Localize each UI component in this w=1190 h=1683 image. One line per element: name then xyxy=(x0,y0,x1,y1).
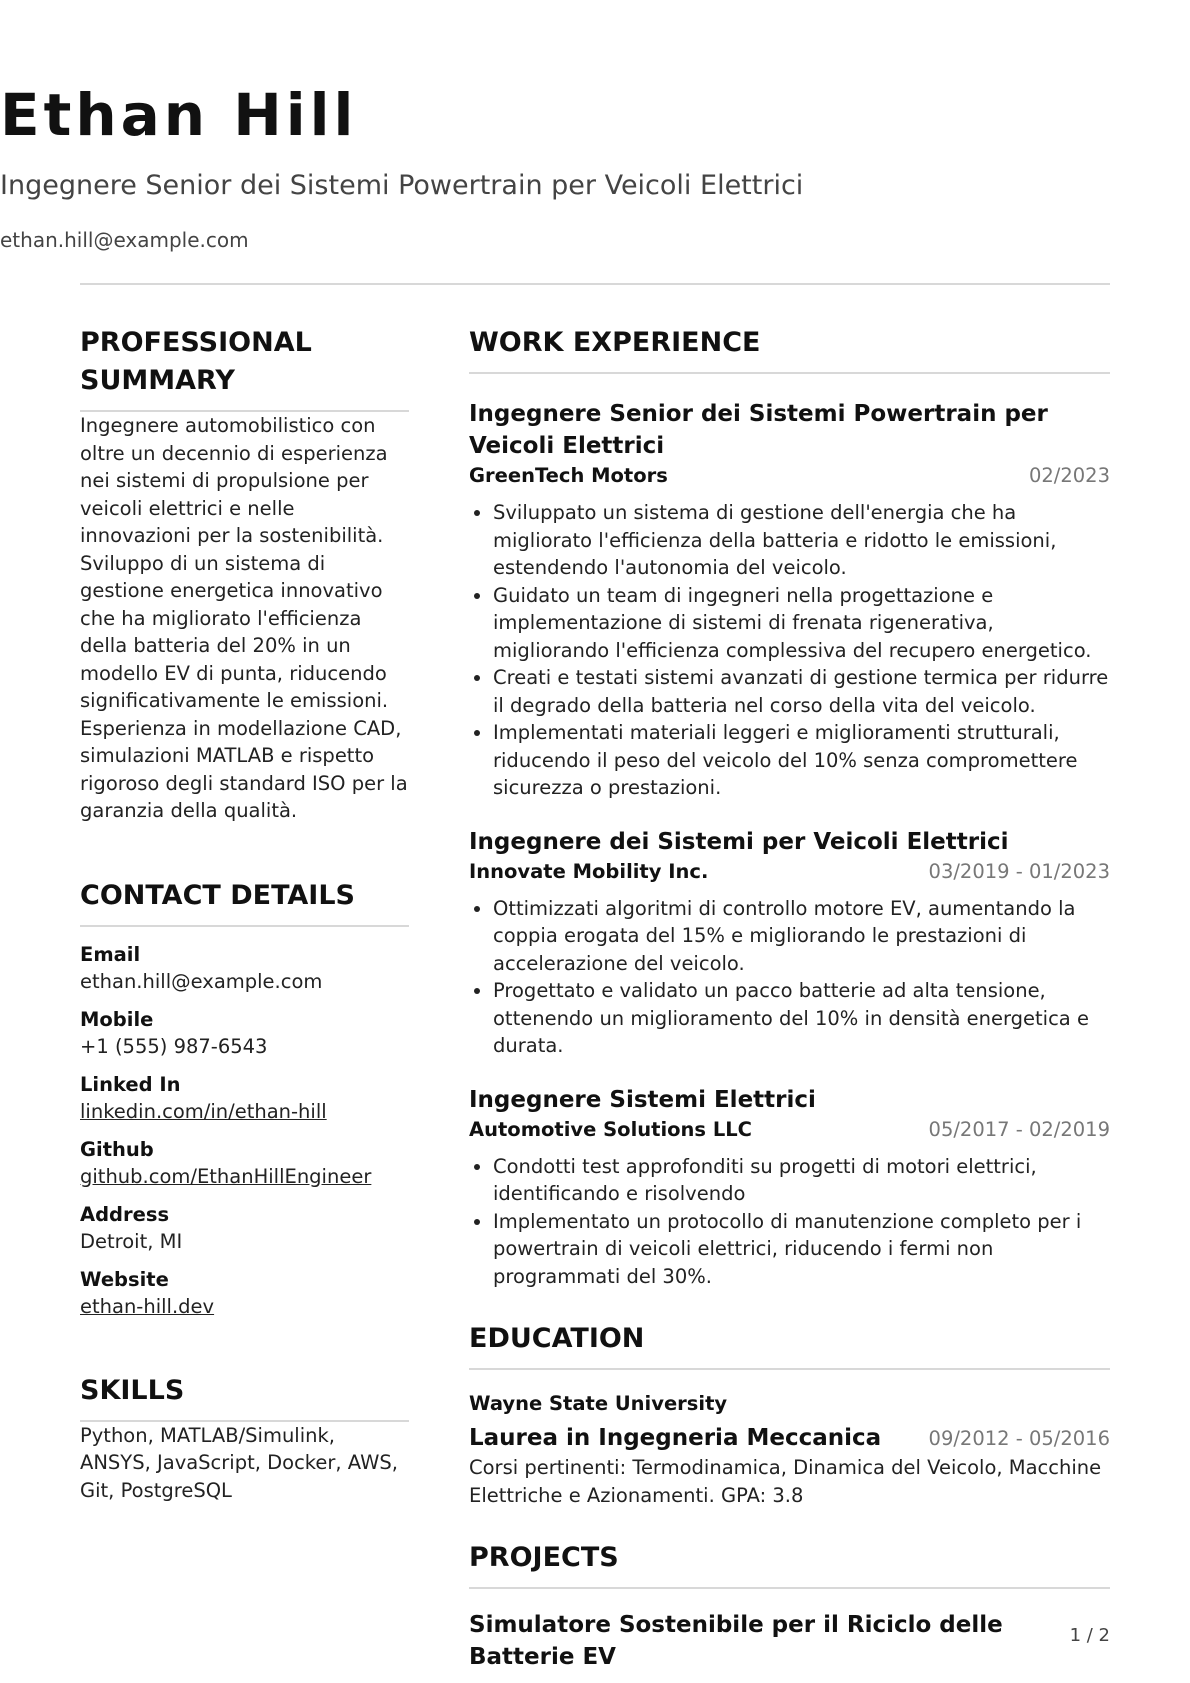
work-section xyxy=(469,324,1110,1290)
contact-value-address: Detroit, MI xyxy=(80,1229,183,1253)
job-title: Ingegnere Senior dei Sistemi Powertrain per Veicoli Elettrici xyxy=(0,170,804,201)
contact-label-linkedin: Linked In xyxy=(80,1072,181,1096)
section-divider xyxy=(80,925,409,927)
job-entry-company: Automotive Solutions LLC xyxy=(469,1117,752,1141)
summary-heading: PROFESSIONAL SUMMARY xyxy=(80,327,312,396)
contact-list xyxy=(80,941,409,1320)
candidate-name: Ethan Hill xyxy=(0,81,358,149)
contact-label-website: Website xyxy=(80,1267,169,1291)
work-heading: WORK EXPERIENCE xyxy=(469,327,761,358)
project-title: Simulatore Sostenibile per il Riciclo delle Batterie EV xyxy=(469,1612,1003,1670)
header-email: ethan.hill@example.com xyxy=(0,228,249,252)
job-entry-company: GreenTech Motors xyxy=(469,464,668,487)
contact-label-address: Address xyxy=(80,1202,170,1226)
contact-section xyxy=(80,877,409,1320)
education-row xyxy=(469,1422,1110,1454)
job-entry-meta xyxy=(469,1116,1110,1144)
list-item: • Implementati materiali leggeri e miglioramenti strutturali, riducendo il peso del veicolo del 10% senza compromettere sicurezza o prestazioni. xyxy=(493,719,1110,802)
job-entry-bullets xyxy=(469,499,1110,802)
right-column xyxy=(469,324,1110,1673)
job-entry-date: 03/2019 - 01/2023 xyxy=(928,859,1110,883)
summary-section xyxy=(80,324,409,825)
contact-value-email: ethan.hill@example.com xyxy=(80,969,323,993)
list-item: • Implementato un protocollo di manutenzione completo per i powertrain di veicoli elettrici, riducendo i fermi non programmati del 30%. xyxy=(493,1208,1110,1291)
website-link[interactable]: ethan-hill.dev xyxy=(80,1294,215,1318)
list-item: • Progettato e validato un pacco batterie ad alta tensione, ottenendo un miglioramento del 10% in densità energetica e durata. xyxy=(493,977,1110,1060)
list-item: • Condotti test approfonditi su progetti di motori elettrici, identificando e risolvendo xyxy=(493,1153,1110,1208)
projects-section xyxy=(469,1539,1110,1673)
education-degree: Laurea in Ingegneria Meccanica xyxy=(469,1425,882,1451)
github-link[interactable]: github.com/EthanHillEngineer xyxy=(80,1164,372,1188)
skills-text: Python, MATLAB/Simulink, ANSYS, JavaScript, Docker, AWS, Git, PostgreSQL xyxy=(80,1423,398,1502)
list-item: • Guidato un team di ingegneri nella progettazione e implementazione di sistemi di frenata rigenerativa, migliorando l'efficienza complessiva del recupero energetico. xyxy=(493,582,1110,665)
list-item: • Creati e testati sistemi avanzati di gestione termica per ridurre il degrado della batteria nel corso della vita del veicolo. xyxy=(493,664,1110,719)
skills-heading: SKILLS xyxy=(80,1374,185,1406)
list-item: • Ottimizzati algoritmi di controllo motore EV, aumentando la coppia erogata del 15% e migliorando le prestazioni di accelerazione del veicolo. xyxy=(493,895,1110,978)
job-entry-meta xyxy=(469,462,1110,490)
header-divider xyxy=(80,283,1110,285)
skills-section xyxy=(80,1372,409,1505)
list-item: • Sviluppato un sistema di gestione dell'energia che ha migliorato l'efficienza della batteria e ridotto le emissioni, estendendo l'autonomia del veicolo. xyxy=(493,499,1110,582)
job-entry-date: 02/2023 xyxy=(1028,464,1110,487)
section-divider xyxy=(469,1587,1110,1589)
job-entry-bullets xyxy=(469,895,1110,1060)
job-entry xyxy=(469,1084,1110,1291)
contact-label-github: Github xyxy=(80,1137,154,1161)
education-date: 09/2012 - 05/2016 xyxy=(928,1427,1110,1450)
job-entry xyxy=(469,398,1110,802)
summary-text: Ingegnere automobilistico con oltre un decennio di esperienza nei sistemi di propulsione per veicoli elettrici e nelle innovazioni per la sostenibilità. Sviluppo di un sistema di gestione energetica innovativo che ha migliorato l'efficienza della batteria del 20% in un modello EV di punta, riducendo significativamente le emissioni. Esperienza in modellazione CAD, simulazioni MATLAB e rispetto rigoroso degli standard ISO per la garanzia della qualità. xyxy=(80,414,408,822)
contact-label-mobile: Mobile xyxy=(80,1007,154,1031)
contact-value-mobile: +1 (555) 987-6543 xyxy=(80,1034,268,1058)
section-divider xyxy=(469,1368,1110,1370)
education-section xyxy=(469,1320,1110,1509)
contact-heading: CONTACT DETAILS xyxy=(80,879,355,911)
section-divider xyxy=(469,372,1110,374)
page-number: 1 / 2 xyxy=(1069,1625,1110,1646)
linkedin-link[interactable]: linkedin.com/in/ethan-hill xyxy=(80,1099,327,1123)
education-school: Wayne State University xyxy=(469,1392,728,1415)
job-entry xyxy=(469,826,1110,1060)
contact-label-email: Email xyxy=(80,942,141,966)
job-entry-title: Ingegnere Sistemi Elettrici xyxy=(469,1086,816,1113)
education-heading: EDUCATION xyxy=(469,1323,645,1354)
education-description: Corsi pertinenti: Termodinamica, Dinamica del Veicolo, Macchine Elettriche e Azionamenti. GPA: 3.8 xyxy=(469,1456,1102,1507)
job-entry-bullets xyxy=(469,1153,1110,1291)
left-column xyxy=(80,324,409,1556)
job-entry-title: Ingegnere dei Sistemi per Veicoli Elettrici xyxy=(469,828,1009,855)
projects-heading: PROJECTS xyxy=(469,1542,619,1573)
job-entry-company: Innovate Mobility Inc. xyxy=(469,859,709,883)
job-entry-meta xyxy=(469,858,1110,886)
job-entry-date: 05/2017 - 02/2019 xyxy=(928,1117,1110,1141)
job-entry-title: Ingegnere Senior dei Sistemi Powertrain per Veicoli Elettrici xyxy=(469,401,1048,459)
